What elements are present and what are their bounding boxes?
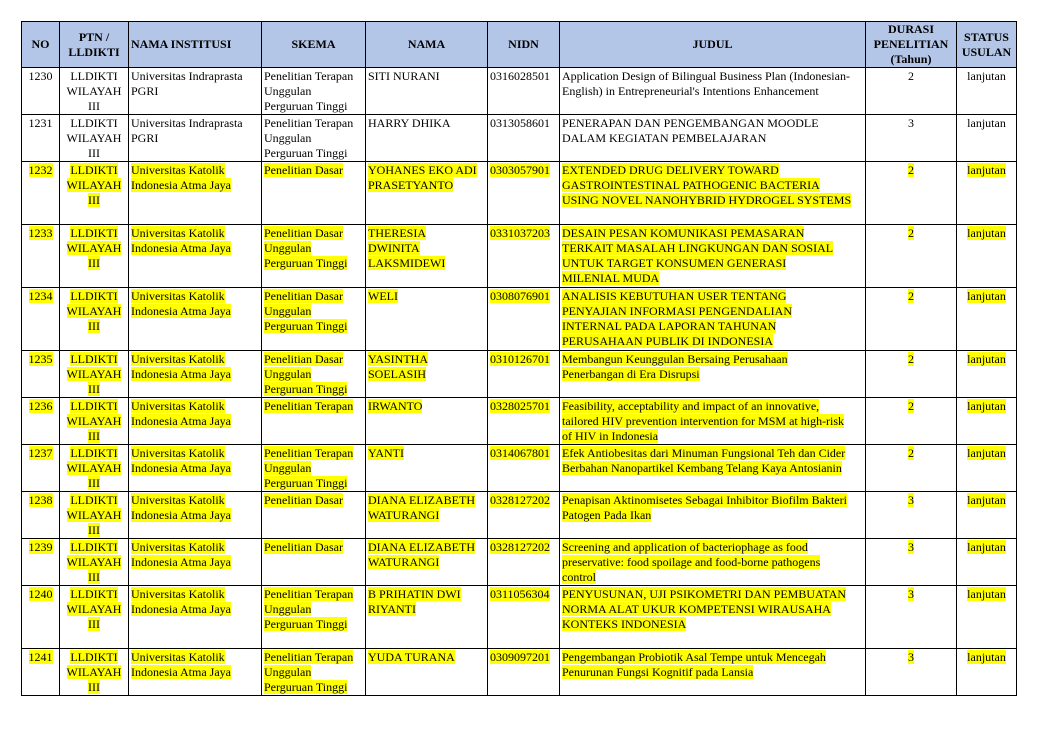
cell-no-text: 1239	[28, 540, 53, 554]
cell-status	[957, 115, 1017, 162]
cell-ptn-lldikti	[60, 351, 129, 398]
cell-nama	[366, 115, 488, 162]
cell-no	[22, 68, 60, 115]
cell-status	[957, 649, 1017, 696]
cell-status	[957, 225, 1017, 288]
cell-nama-institusi	[129, 225, 262, 288]
cell-ptn-lldikti-text: LLDIKTI WILAYAH III	[66, 446, 122, 490]
cell-durasi-text: 2	[908, 69, 914, 83]
cell-ptn-lldikti	[60, 492, 129, 539]
cell-ptn-lldikti-text: LLDIKTI WILAYAH III	[66, 587, 122, 631]
cell-ptn-lldikti-text: LLDIKTI WILAYAH III	[66, 399, 122, 443]
cell-nidn	[488, 115, 560, 162]
cell-ptn-lldikti-text: LLDIKTI WILAYAH III	[66, 163, 122, 207]
cell-ptn-lldikti	[60, 68, 129, 115]
research-proposal-table	[21, 21, 1017, 696]
cell-nama-text: YUDA TURANA	[368, 650, 455, 664]
cell-nidn	[488, 351, 560, 398]
table-body	[22, 68, 1017, 696]
cell-nama	[366, 162, 488, 225]
cell-ptn-lldikti-text: LLDIKTI WILAYAH III	[66, 352, 122, 396]
cell-nidn	[488, 288, 560, 351]
cell-nama	[366, 398, 488, 445]
research-proposal-table-container	[21, 21, 1016, 696]
cell-skema	[262, 492, 366, 539]
cell-skema	[262, 539, 366, 586]
table-row	[22, 586, 1017, 649]
cell-no	[22, 115, 60, 162]
cell-ptn-lldikti-text: LLDIKTI WILAYAH III	[66, 493, 122, 537]
cell-nama-institusi-text: Universitas Katolik Indonesia Atma Jaya	[131, 493, 231, 522]
cell-judul-text: Pengembangan Probiotik Asal Tempe untuk Mencegah Penurunan Fungsi Kognitif pada Lansia	[562, 650, 826, 679]
cell-no	[22, 288, 60, 351]
cell-status	[957, 492, 1017, 539]
cell-nama-institusi	[129, 398, 262, 445]
cell-nama	[366, 288, 488, 351]
cell-nidn	[488, 586, 560, 649]
cell-no	[22, 398, 60, 445]
cell-no-text: 1235	[28, 352, 53, 366]
table-row	[22, 539, 1017, 586]
cell-status-text: lanjutan	[967, 493, 1006, 507]
cell-nama-text: YOHANES EKO ADI PRASETYANTO	[368, 163, 477, 192]
cell-nama	[366, 539, 488, 586]
cell-nama-institusi-text: Universitas Katolik Indonesia Atma Jaya	[131, 352, 231, 381]
header-nama-institusi: NAMA INSTITUSI	[129, 22, 262, 68]
cell-judul-text: Application Design of Bilingual Business Plan (Indonesian- English) in Entrepreneurial's Intentions Enhancement	[562, 69, 850, 98]
cell-judul	[560, 288, 866, 351]
cell-nidn	[488, 68, 560, 115]
cell-skema-text: Penelitian Terapan Unggulan Perguruan Tinggi	[264, 69, 354, 113]
cell-skema	[262, 162, 366, 225]
header-nidn: NIDN	[488, 22, 560, 68]
cell-nidn-text: 0311056304	[490, 587, 550, 601]
cell-status-text: lanjutan	[967, 650, 1006, 664]
cell-no	[22, 445, 60, 492]
cell-judul-text: PENERAPAN DAN PENGEMBANGAN MOODLE DALAM KEGIATAN PEMBELAJARAN	[562, 116, 819, 145]
cell-nidn-text: 0328127202	[490, 540, 550, 554]
table-row	[22, 398, 1017, 445]
cell-judul-text: ANALISIS KEBUTUHAN USER TENTANG PENYAJIAN INFORMASI PENGENDALIAN INTERNAL PADA LAPORAN TAHUNAN PERUSAHAAN PUBLIK DI INDONESIA	[562, 289, 793, 348]
cell-durasi	[866, 492, 957, 539]
table-header	[22, 22, 1017, 68]
cell-judul	[560, 586, 866, 649]
cell-no-text: 1233	[28, 226, 53, 240]
cell-skema	[262, 288, 366, 351]
cell-no-text: 1241	[28, 650, 53, 664]
cell-nama	[366, 492, 488, 539]
cell-nama-institusi-text: Universitas Indraprasta PGRI	[131, 116, 243, 145]
cell-ptn-lldikti	[60, 539, 129, 586]
cell-nama-text: SITI NURANI	[368, 69, 440, 83]
cell-no	[22, 586, 60, 649]
cell-no-text: 1236	[28, 399, 53, 413]
cell-skema	[262, 649, 366, 696]
cell-judul	[560, 115, 866, 162]
cell-skema-text: Penelitian Terapan Unggulan Perguruan Tinggi	[264, 116, 354, 160]
cell-skema	[262, 68, 366, 115]
cell-status	[957, 351, 1017, 398]
cell-skema-text: Penelitian Dasar Unggulan Perguruan Tinggi	[264, 289, 348, 333]
cell-skema	[262, 351, 366, 398]
cell-nidn-text: 0313058601	[490, 116, 550, 130]
cell-nama-text: THERESIA DWINITA LAKSMIDEWI	[368, 226, 446, 270]
cell-durasi	[866, 586, 957, 649]
cell-judul	[560, 539, 866, 586]
header-row	[22, 22, 1017, 68]
cell-skema-text: Penelitian Dasar Unggulan Perguruan Tinggi	[264, 352, 348, 396]
cell-nama	[366, 225, 488, 288]
cell-skema-text: Penelitian Dasar Unggulan Perguruan Tinggi	[264, 226, 348, 270]
cell-nama-institusi-text: Universitas Katolik Indonesia Atma Jaya	[131, 540, 231, 569]
cell-nama-institusi	[129, 162, 262, 225]
cell-ptn-lldikti	[60, 649, 129, 696]
cell-skema	[262, 115, 366, 162]
cell-nama-text: HARRY DHIKA	[368, 116, 451, 130]
cell-judul	[560, 398, 866, 445]
cell-durasi-text: 2	[908, 399, 914, 413]
cell-status-text: lanjutan	[967, 587, 1006, 601]
cell-durasi	[866, 68, 957, 115]
cell-ptn-lldikti	[60, 288, 129, 351]
cell-nama	[366, 351, 488, 398]
cell-judul	[560, 492, 866, 539]
cell-nama-institusi-text: Universitas Katolik Indonesia Atma Jaya	[131, 289, 231, 318]
cell-skema	[262, 225, 366, 288]
cell-ptn-lldikti	[60, 115, 129, 162]
cell-nama-institusi	[129, 68, 262, 115]
cell-status	[957, 445, 1017, 492]
cell-nama-institusi	[129, 288, 262, 351]
cell-nidn	[488, 225, 560, 288]
cell-skema	[262, 398, 366, 445]
cell-ptn-lldikti	[60, 398, 129, 445]
cell-nidn-text: 0303057901	[490, 163, 550, 177]
cell-no-text: 1230	[28, 69, 53, 83]
cell-skema-text: Penelitian Terapan Unggulan Perguruan Tinggi	[264, 446, 354, 490]
cell-judul-text: Efek Antiobesitas dari Minuman Fungsional Teh dan Cider Berbahan Nanopartikel Kembang Telang Kaya Antosianin	[562, 446, 846, 475]
cell-nidn	[488, 492, 560, 539]
cell-nidn-text: 0316028501	[490, 69, 550, 83]
cell-skema-text: Penelitian Dasar	[264, 493, 343, 507]
table-row	[22, 445, 1017, 492]
cell-status-text: lanjutan	[967, 399, 1006, 413]
cell-judul-text: PENYUSUNAN, UJI PSIKOMETRI DAN PEMBUATAN NORMA ALAT UKUR KOMPETENSI WIRAUSAHA KONTEKS INDONESIA	[562, 587, 847, 631]
cell-ptn-lldikti	[60, 445, 129, 492]
cell-no-text: 1234	[28, 289, 53, 303]
cell-nidn	[488, 649, 560, 696]
cell-status	[957, 288, 1017, 351]
cell-judul-text: Feasibility, acceptability and impact of an innovative, tailored HIV prevention intervention for MSM at high-risk of HIV in Indonesia	[562, 399, 845, 443]
cell-durasi	[866, 351, 957, 398]
cell-nama	[366, 68, 488, 115]
cell-ptn-lldikti	[60, 162, 129, 225]
cell-nidn	[488, 539, 560, 586]
cell-skema	[262, 445, 366, 492]
cell-nama-institusi-text: Universitas Katolik Indonesia Atma Jaya	[131, 399, 231, 428]
cell-judul	[560, 225, 866, 288]
cell-judul-text: Penapisan Aktinomisetes Sebagai Inhibitor Biofilm Bakteri Patogen Pada Ikan	[562, 493, 847, 522]
cell-nidn-text: 0314067801	[490, 446, 550, 460]
cell-status-text: lanjutan	[967, 540, 1006, 554]
cell-nidn-text: 0328127202	[490, 493, 550, 507]
cell-judul-text: Membangun Keunggulan Bersaing Perusahaan Penerbangan di Era Disrupsi	[562, 352, 788, 381]
cell-nidn	[488, 162, 560, 225]
cell-durasi	[866, 162, 957, 225]
cell-status-text: lanjutan	[967, 446, 1006, 460]
cell-durasi-text: 2	[908, 446, 914, 460]
cell-nama-institusi	[129, 115, 262, 162]
table-row	[22, 492, 1017, 539]
cell-nama-text: DIANA ELIZABETH WATURANGI	[368, 493, 475, 522]
cell-nama-institusi-text: Universitas Katolik Indonesia Atma Jaya	[131, 226, 231, 255]
cell-status	[957, 68, 1017, 115]
cell-skema-text: Penelitian Dasar	[264, 540, 343, 554]
cell-nama-institusi	[129, 586, 262, 649]
header-judul: JUDUL	[560, 22, 866, 68]
cell-no-text: 1231	[28, 116, 53, 130]
cell-durasi-text: 2	[908, 352, 914, 366]
cell-status	[957, 162, 1017, 225]
cell-durasi	[866, 115, 957, 162]
header-ptn-lldikti: PTN / LLDIKTI	[60, 22, 129, 68]
cell-no	[22, 162, 60, 225]
cell-durasi-text: 3	[908, 540, 914, 554]
cell-status-text: lanjutan	[967, 226, 1006, 240]
cell-durasi	[866, 649, 957, 696]
header-durasi-penelitian: DURASI PENELITIAN (Tahun)	[866, 22, 957, 68]
cell-durasi-text: 3	[908, 587, 914, 601]
cell-durasi	[866, 445, 957, 492]
cell-skema	[262, 586, 366, 649]
cell-nidn-text: 0308076901	[490, 289, 550, 303]
cell-no-text: 1232	[28, 163, 53, 177]
cell-durasi-text: 3	[908, 650, 914, 664]
cell-nama	[366, 586, 488, 649]
cell-judul	[560, 649, 866, 696]
header-status-usulan: STATUS USULAN	[957, 22, 1017, 68]
cell-nama-text: YASINTHA SOELASIH	[368, 352, 428, 381]
cell-judul-text: DESAIN PESAN KOMUNIKASI PEMASARAN TERKAIT MASALAH LINGKUNGAN DAN SOSIAL UNTUK TARGET KONSUMEN GENERASI MILENIAL MUDA	[562, 226, 834, 285]
cell-nama-institusi-text: Universitas Katolik Indonesia Atma Jaya	[131, 650, 231, 679]
cell-status	[957, 539, 1017, 586]
cell-no-text: 1238	[28, 493, 53, 507]
cell-status-text: lanjutan	[967, 163, 1006, 177]
header-nama: NAMA	[366, 22, 488, 68]
cell-durasi	[866, 288, 957, 351]
cell-status-text: lanjutan	[967, 116, 1006, 130]
cell-no-text: 1240	[28, 587, 53, 601]
cell-durasi	[866, 225, 957, 288]
cell-no-text: 1237	[28, 446, 53, 460]
cell-nama	[366, 445, 488, 492]
cell-nama-institusi	[129, 445, 262, 492]
cell-nidn-text: 0310126701	[490, 352, 550, 366]
cell-ptn-lldikti-text: LLDIKTI WILAYAH III	[66, 289, 122, 333]
table-row	[22, 225, 1017, 288]
cell-durasi	[866, 539, 957, 586]
cell-nama-institusi	[129, 351, 262, 398]
cell-nama-institusi-text: Universitas Katolik Indonesia Atma Jaya	[131, 446, 231, 475]
table-row	[22, 162, 1017, 225]
cell-nidn	[488, 445, 560, 492]
header-skema: SKEMA	[262, 22, 366, 68]
cell-nama-institusi-text: Universitas Indraprasta PGRI	[131, 69, 243, 98]
cell-nama	[366, 649, 488, 696]
cell-ptn-lldikti-text: LLDIKTI WILAYAH III	[66, 116, 122, 160]
cell-nidn-text: 0328025701	[490, 399, 550, 413]
cell-skema-text: Penelitian Terapan Unggulan Perguruan Tinggi	[264, 650, 354, 694]
cell-ptn-lldikti	[60, 225, 129, 288]
cell-nama-text: DIANA ELIZABETH WATURANGI	[368, 540, 475, 569]
cell-ptn-lldikti	[60, 586, 129, 649]
cell-status-text: lanjutan	[967, 289, 1006, 303]
cell-nidn	[488, 398, 560, 445]
cell-nama-institusi	[129, 539, 262, 586]
table-row	[22, 68, 1017, 115]
cell-judul-text: EXTENDED DRUG DELIVERY TOWARD GASTROINTESTINAL PATHOGENIC BACTERIA USING NOVEL NANOHYBRID HYDROGEL SYSTEMS	[562, 163, 852, 207]
cell-judul	[560, 351, 866, 398]
table-row	[22, 649, 1017, 696]
cell-no	[22, 492, 60, 539]
cell-nidn-text: 0331037203	[490, 226, 550, 240]
header-no: NO	[22, 22, 60, 68]
cell-judul-text: Screening and application of bacteriophage as food preservative: food spoilage and food-borne pathogens control	[562, 540, 821, 584]
cell-nama-institusi	[129, 492, 262, 539]
cell-durasi-text: 2	[908, 289, 914, 303]
cell-nama-institusi	[129, 649, 262, 696]
cell-status-text: lanjutan	[967, 352, 1006, 366]
cell-nama-text: WELI	[368, 289, 398, 303]
cell-nama-text: B PRIHATIN DWI RIYANTI	[368, 587, 461, 616]
cell-ptn-lldikti-text: LLDIKTI WILAYAH III	[66, 69, 122, 113]
cell-no	[22, 351, 60, 398]
cell-skema-text: Penelitian Terapan Unggulan Perguruan Tinggi	[264, 587, 354, 631]
cell-judul	[560, 68, 866, 115]
cell-nama-text: IRWANTO	[368, 399, 423, 413]
table-row	[22, 115, 1017, 162]
cell-no	[22, 225, 60, 288]
cell-judul	[560, 162, 866, 225]
cell-skema-text: Penelitian Dasar	[264, 163, 343, 177]
cell-status-text: lanjutan	[967, 69, 1006, 83]
cell-nidn-text: 0309097201	[490, 650, 550, 664]
cell-status	[957, 586, 1017, 649]
table-row	[22, 288, 1017, 351]
cell-durasi-text: 2	[908, 226, 914, 240]
cell-judul	[560, 445, 866, 492]
cell-nama-text: YANTI	[368, 446, 404, 460]
cell-durasi	[866, 398, 957, 445]
cell-ptn-lldikti-text: LLDIKTI WILAYAH III	[66, 226, 122, 270]
cell-no	[22, 539, 60, 586]
cell-ptn-lldikti-text: LLDIKTI WILAYAH III	[66, 540, 122, 584]
cell-status	[957, 398, 1017, 445]
cell-durasi-text: 3	[908, 116, 914, 130]
cell-ptn-lldikti-text: LLDIKTI WILAYAH III	[66, 650, 122, 694]
cell-no	[22, 649, 60, 696]
cell-nama-institusi-text: Universitas Katolik Indonesia Atma Jaya	[131, 587, 231, 616]
cell-durasi-text: 2	[908, 163, 914, 177]
cell-durasi-text: 3	[908, 493, 914, 507]
cell-nama-institusi-text: Universitas Katolik Indonesia Atma Jaya	[131, 163, 231, 192]
cell-skema-text: Penelitian Terapan	[264, 399, 354, 413]
table-row	[22, 351, 1017, 398]
